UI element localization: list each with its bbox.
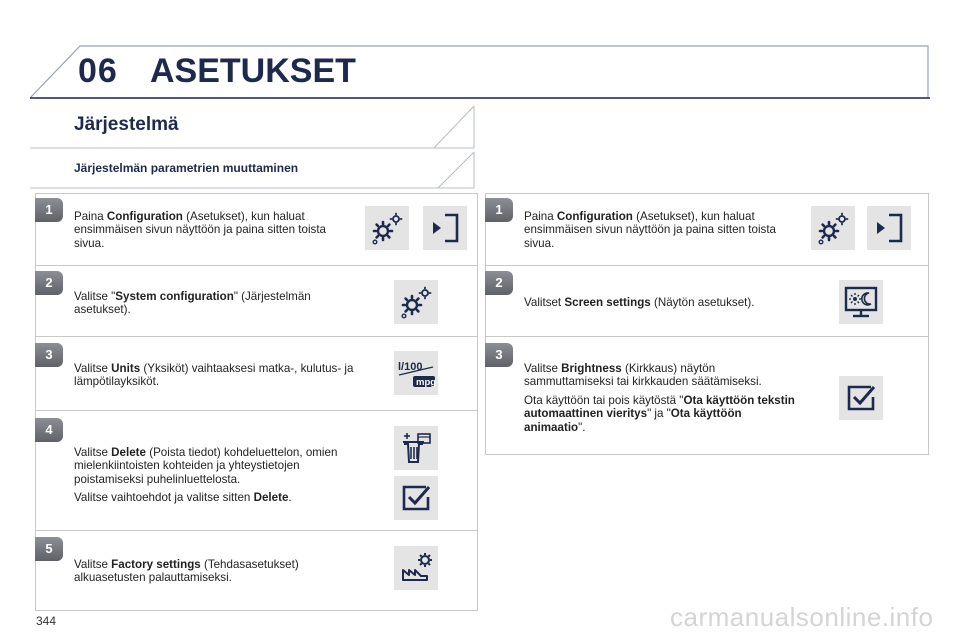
- next-page-button[interactable]: [423, 206, 467, 250]
- configuration-button[interactable]: [365, 206, 409, 250]
- step-text: [524, 362, 799, 439]
- delete-icon: [398, 430, 434, 466]
- step-badge: 1: [485, 198, 513, 222]
- step-paragraph: [74, 491, 364, 504]
- text-segment: Valitse: [524, 362, 562, 375]
- text-segment: (Yksiköt) vaihtaaksesi matka-, kulutus- ja lämpötilayksiköt.: [74, 362, 354, 389]
- step-text: [74, 558, 354, 585]
- step-badge: 5: [35, 537, 63, 561]
- settings-gears-icon: [369, 210, 405, 246]
- step-paragraph: [524, 394, 799, 434]
- delete-button[interactable]: [394, 426, 438, 470]
- units-icon: [395, 355, 437, 391]
- step-badge: 3: [35, 343, 63, 367]
- text-segment: " ja ": [647, 407, 671, 421]
- confirm-check-icon: [398, 480, 434, 516]
- text-segment: Valitse: [74, 446, 112, 459]
- text-segment: Valitse ": [74, 290, 116, 303]
- system-configuration-button[interactable]: [394, 280, 438, 324]
- text-segment: .: [288, 491, 292, 505]
- section-title: Järjestelmä: [74, 114, 179, 135]
- bold-term: Ota käyttöön animaatio: [524, 407, 742, 434]
- step-text: [74, 210, 354, 250]
- step-badge: 4: [35, 418, 63, 442]
- divider: [35, 410, 477, 411]
- step-badge: 3: [485, 343, 513, 367]
- step-text: [74, 290, 354, 317]
- bold-term: Delete: [111, 446, 146, 459]
- watermark: carmanualsonline.info: [670, 602, 934, 632]
- text-segment: Valitse: [74, 558, 112, 571]
- step-badge: 2: [485, 271, 513, 295]
- next-page-button[interactable]: [867, 206, 911, 250]
- divider: [485, 336, 928, 337]
- subsection-title: Järjestelmän parametrien muuttaminen: [74, 161, 299, 175]
- settings-gears-icon: [815, 210, 851, 246]
- factory-settings-icon: [398, 550, 434, 586]
- confirm-button[interactable]: [839, 376, 883, 420]
- page-number: 344: [36, 614, 57, 628]
- text-segment: (Tehdasasetukset) alkuasetusten palauttamiseksi.: [74, 558, 299, 585]
- divider: [35, 265, 477, 266]
- next-page-icon: [871, 210, 907, 246]
- text-segment: (Poista tiedot) kohdeluettelon, omien mielenkiintoisten kohteiden ja yhteystietojen poistamiseksi puhelinluettelosta.: [74, 446, 338, 486]
- text-segment: Ota käyttöön tai pois käytöstä ": [524, 393, 684, 407]
- chapter-title: ASETUKSET: [150, 52, 356, 90]
- screen-settings-icon: [843, 284, 879, 320]
- bold-term: Factory settings: [111, 558, 201, 571]
- step-text: [74, 362, 354, 389]
- step-paragraph: [74, 446, 364, 486]
- configuration-button[interactable]: [811, 206, 855, 250]
- bold-term: System configuration: [115, 290, 234, 303]
- confirm-button[interactable]: [394, 476, 438, 520]
- text-segment: (Asetukset), kun haluat ensimmäisen sivun näyttöön ja paina sitten toista sivua.: [524, 210, 776, 250]
- text-segment: (Asetukset), kun haluat ensimmäisen sivun näyttöön ja paina sitten toista sivua.: [74, 210, 326, 250]
- step-text: [74, 446, 364, 510]
- units-icon-top: l/100: [398, 361, 423, 373]
- next-page-icon: [427, 210, 463, 246]
- confirm-check-icon: [843, 380, 879, 416]
- screen-settings-button[interactable]: [839, 280, 883, 324]
- step-badge: 1: [35, 198, 63, 222]
- step-badge: 2: [35, 271, 63, 295]
- bold-term: Ota käyttöön tekstin automaattinen vieritys: [524, 393, 795, 421]
- bold-term: Brightness: [561, 362, 622, 375]
- text-segment: Valitset: [524, 296, 565, 309]
- bold-term: Delete: [253, 491, 289, 505]
- text-segment: Valitse: [74, 362, 112, 375]
- divider: [35, 336, 477, 337]
- units-button[interactable]: [394, 351, 438, 395]
- text-segment: Paina: [74, 210, 107, 223]
- bold-term: Configuration: [556, 210, 633, 223]
- bold-term: Units: [111, 362, 141, 375]
- text-segment: (Näytön asetukset).: [650, 296, 755, 309]
- text-segment: (Kirkkaus) näytön sammuttamiseksi tai kirkkauden säätämiseksi.: [524, 362, 762, 389]
- text-segment: Paina: [524, 210, 557, 223]
- divider: [485, 265, 928, 266]
- chapter-number: 06: [78, 52, 118, 90]
- text-segment: Valitse vaihtoehdot ja valitse sitten: [74, 491, 254, 505]
- step-text: [524, 296, 814, 309]
- step-text: [524, 210, 794, 250]
- text-segment: ".: [578, 420, 586, 434]
- divider: [35, 530, 477, 531]
- bold-term: Screen settings: [564, 296, 651, 309]
- header-frame: [0, 0, 960, 110]
- units-icon-bottom: mpg: [416, 377, 437, 388]
- factory-settings-button[interactable]: [394, 546, 438, 590]
- text-segment: " (Järjestelmän asetukset).: [74, 290, 311, 317]
- step-paragraph: [524, 362, 799, 389]
- settings-gears-icon: [398, 284, 434, 320]
- bold-term: Configuration: [106, 210, 183, 223]
